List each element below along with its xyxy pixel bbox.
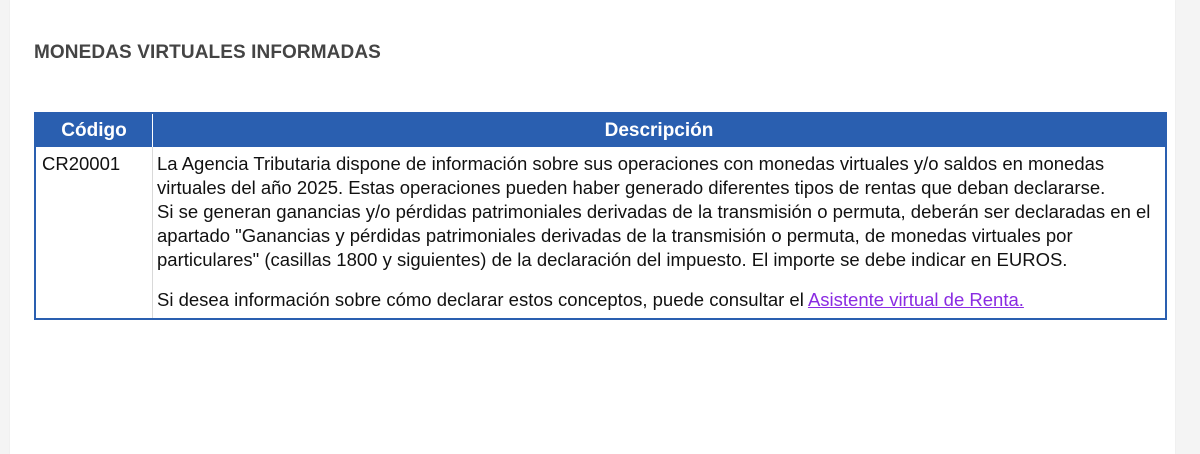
page-container xyxy=(10,0,1175,454)
help-assistant-link[interactable]: Asistente virtual de Renta. xyxy=(807,289,1024,310)
table-body xyxy=(35,147,1166,319)
description-paragraph-2: Si se generan ganancias y/o pérdidas patrimoniales derivadas de la transmisión o permuta, deberán ser declaradas en el apartado "Ganancias y pérdidas patrimoniales derivadas de la transmisión o permuta, de monedas virtuales por particulares" (casillas 1800 y siguientes) de la declaración del impuesto. El importe se debe indicar en EUROS. xyxy=(157,201,1151,270)
table-header xyxy=(35,113,1166,147)
table-row xyxy=(35,147,1166,319)
column-header-description: Descripción xyxy=(153,113,1167,147)
row-description-cell xyxy=(153,147,1167,319)
section-title: MONEDAS VIRTUALES INFORMADAS xyxy=(34,42,381,63)
help-text: Si desea información sobre cómo declarar estos conceptos, puede consultar el xyxy=(157,289,808,310)
virtual-currency-table xyxy=(34,112,1167,320)
help-line xyxy=(157,288,1161,312)
table-header-row xyxy=(35,113,1166,147)
row-code-cell: CR20001 xyxy=(35,147,153,319)
description-paragraph-1: La Agencia Tributaria dispone de información sobre sus operaciones con monedas virtuales y/o saldos en monedas virtuales del año 2025. Estas operaciones pueden haber generado diferentes tipos de rentas que deban declararse. xyxy=(157,153,1106,198)
column-header-code: Código xyxy=(35,113,153,147)
paragraph-spacer xyxy=(157,272,1161,288)
